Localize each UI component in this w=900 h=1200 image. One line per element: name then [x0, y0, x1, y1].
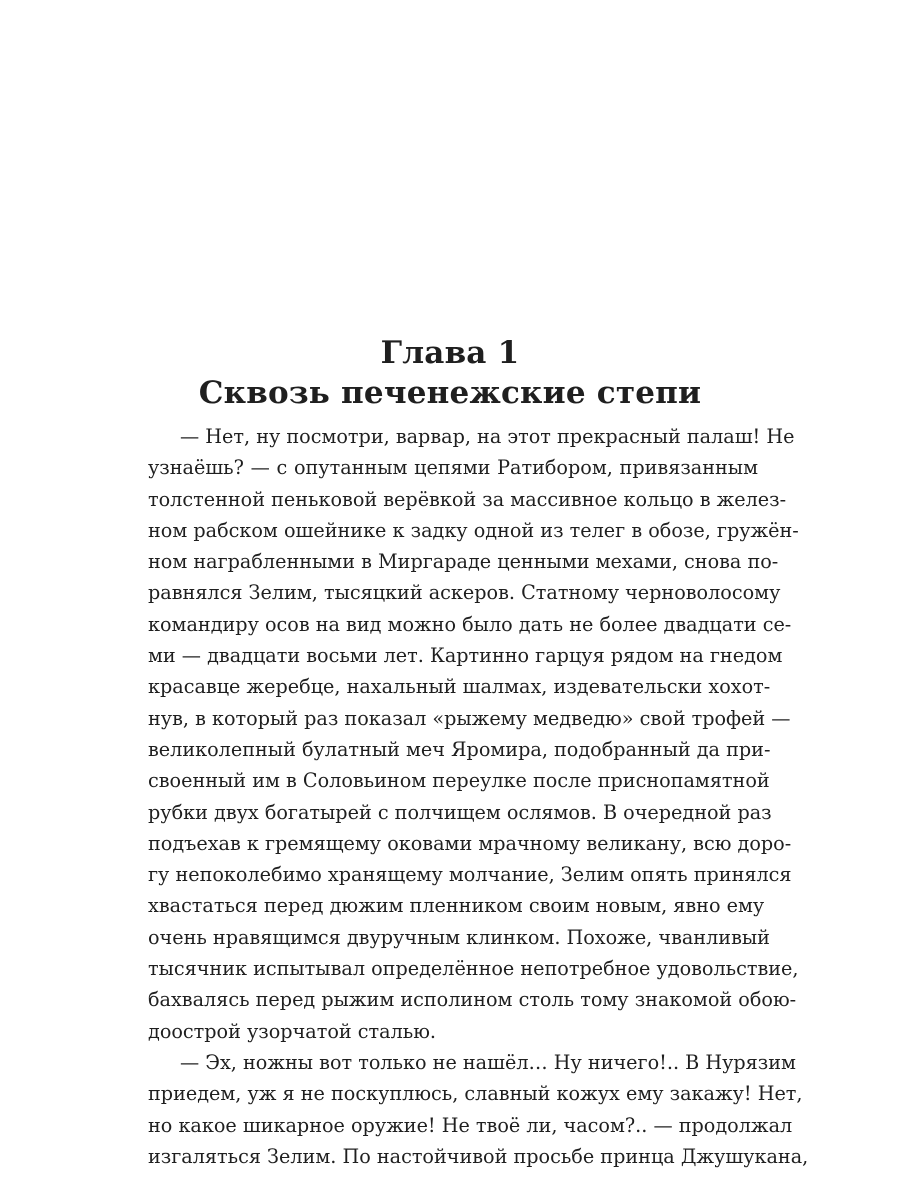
paragraph: [148, 421, 799, 1047]
text-line: толстенной пеньковой верёвкой за массивное кольцо в желез-: [148, 487, 787, 511]
text-line: узнаёшь? — с опутанным цепями Ратибором, привязанным: [148, 456, 758, 480]
text-line: великолепный булатный меч Яромира, подобранный да при-: [148, 737, 771, 761]
text-line: приедем, уж я не поскуплюсь, славный кожух ему закажу! Нет,: [148, 1082, 803, 1106]
chapter-title: Сквозь печенежские степи: [198, 375, 702, 411]
text-line: рубки двух богатырей с полчищем ослямов. В очередной раз: [148, 800, 772, 824]
text-line: изгаляться Зелим. По настойчивой просьбе принца Джушукана,: [148, 1144, 809, 1168]
chapter-heading: [0, 333, 900, 413]
text-line: ном рабском ошейнике к задку одной из телег в обозе, гружён-: [148, 518, 799, 542]
text-line: подъехав к гремящему оковами мрачному великану, всю доро-: [148, 831, 792, 855]
text-line: ми — двадцати восьми лет. Картинно гарцуя рядом на гнедом: [148, 644, 783, 668]
paragraph: [148, 1047, 809, 1172]
text-line: командиру осов на вид можно было дать не более двадцати се-: [148, 612, 792, 636]
text-line: хвастаться перед дюжим пленником своим новым, явно ему: [148, 894, 765, 918]
text-line: бахвалясь перед рыжим исполином столь тому знакомой обою-: [148, 988, 797, 1012]
text-line: очень нравящимся двуручным клинком. Похоже, чванливый: [148, 925, 770, 949]
text-line: равнялся Зелим, тысяцкий аскеров. Статному черноволосому: [148, 581, 781, 605]
text-line: красавце жеребце, нахальный шалмах, издевательски хохот-: [148, 675, 771, 699]
text-line: тысячник испытывал определённое непотребное удовольствие,: [148, 957, 799, 981]
chapter-number: Глава 1: [380, 335, 520, 371]
text-line: — Эх, ножны вот только не нашёл… Ну ничего!.. В Нурязим: [180, 1050, 796, 1074]
chapter-body: [148, 421, 809, 1172]
text-line: ном награбленными в Миргараде ценными мехами, снова по-: [148, 550, 779, 574]
text-line: но какое шикарное оружие! Не твоё ли, часом?.. — продолжал: [148, 1113, 793, 1137]
text-line: — Нет, ну посмотри, варвар, на этот прекрасный палаш! Не: [180, 425, 795, 448]
text-line: доострой узорчатой сталью.: [148, 1019, 437, 1043]
text-line: гу непоколебимо хранящему молчание, Зелим опять принялся: [148, 863, 792, 887]
text-line: нув, в который раз показал «рыжему медведю» свой трофей —: [148, 706, 791, 730]
text-line: своенный им в Соловьином переулке после приснопамятной: [148, 769, 770, 793]
